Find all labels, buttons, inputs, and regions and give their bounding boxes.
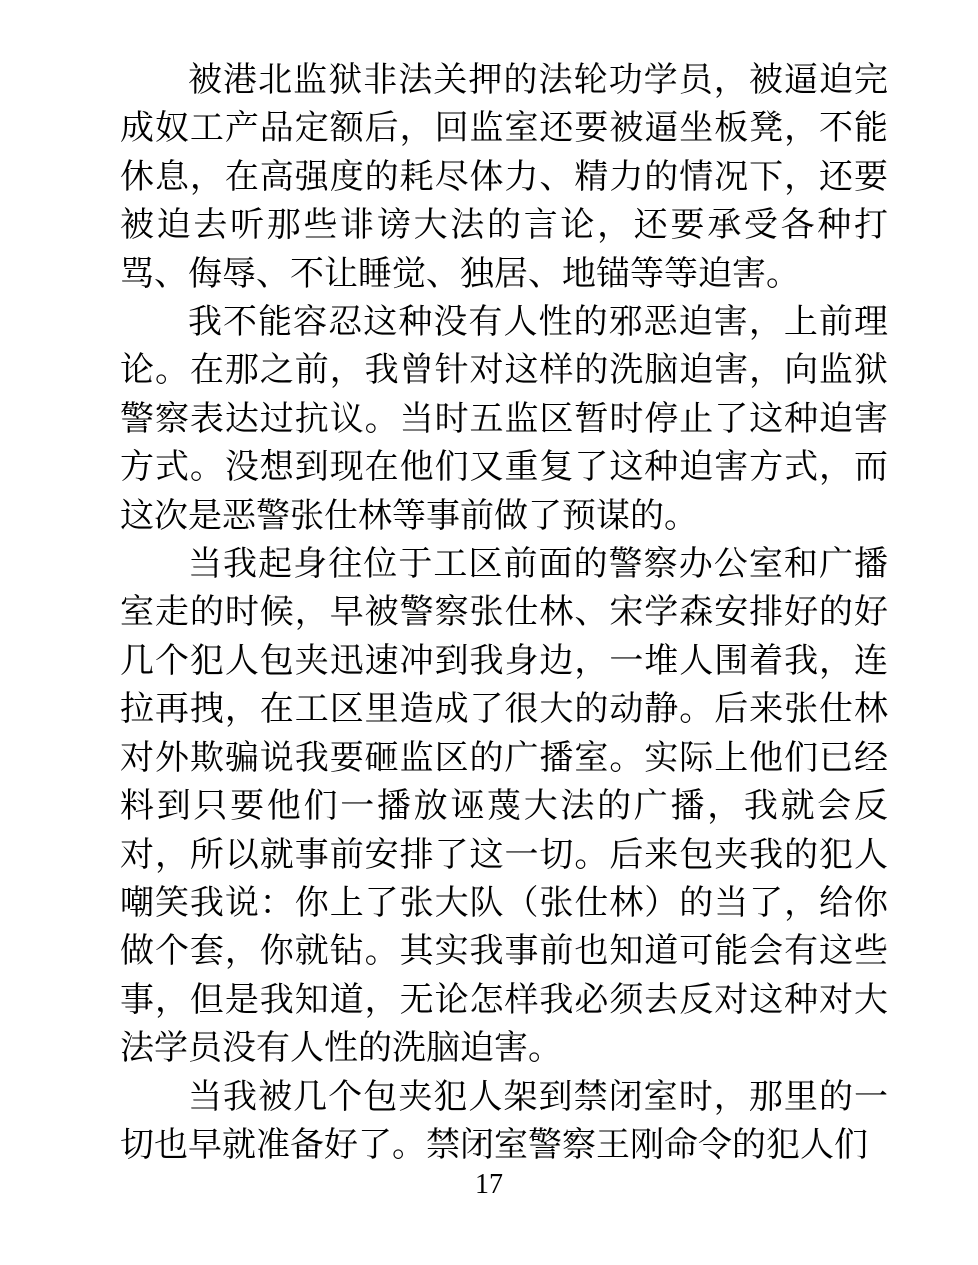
- page-number: 17: [475, 1169, 503, 1200]
- paragraph: 我不能容忍这种没有人性的邪恶迫害，上前理论。在那之前，我曾针对这样的洗脑迫害，向监狱警察表达过抗议。当时五监区暂时停止了这种迫害方式。没想到现在他们又重复了这种迫害方式，而这次是恶警张仕林等事前做了预谋的。: [120, 302, 888, 536]
- paragraph: 当我起身往位于工区前面的警察办公室和广播室走的时候，早被警察张仕林、宋学森安排好的好几个犯人包夹迅速冲到我身边，一堆人围着我，连拉再拽，在工区里造成了很大的动静。后来张仕林对外欺骗说我要砸监区的广播室。实际上他们已经料到只要他们一播放诬蔑大法的广播，我就会反对，所以就事前安排了这一切。后来包夹我的犯人嘲笑我说：你上了张大队（张仕林）的当了，给你做个套，你就钻。其实我事前也知道可能会有这些事，但是我知道，无论怎样我必须去反对这种对大法学员没有人性的洗脑迫害。: [120, 544, 888, 1069]
- paragraph: 被港北监狱非法关押的法轮功学员，被逼迫完成奴工产品定额后，回监室还要被逼坐板凳，不能休息，在高强度的耗尽体力、精力的情况下，还要被迫去听那些诽谤大法的言论，还要承受各种打骂、侮辱、不让睡觉、独居、地锚等等迫害。: [120, 60, 888, 294]
- document-body: [120, 56, 888, 1169]
- paragraph: 当我被几个包夹犯人架到禁闭室时，那里的一切也早就准备好了。禁闭室警察王刚命令的犯人们: [120, 1076, 888, 1165]
